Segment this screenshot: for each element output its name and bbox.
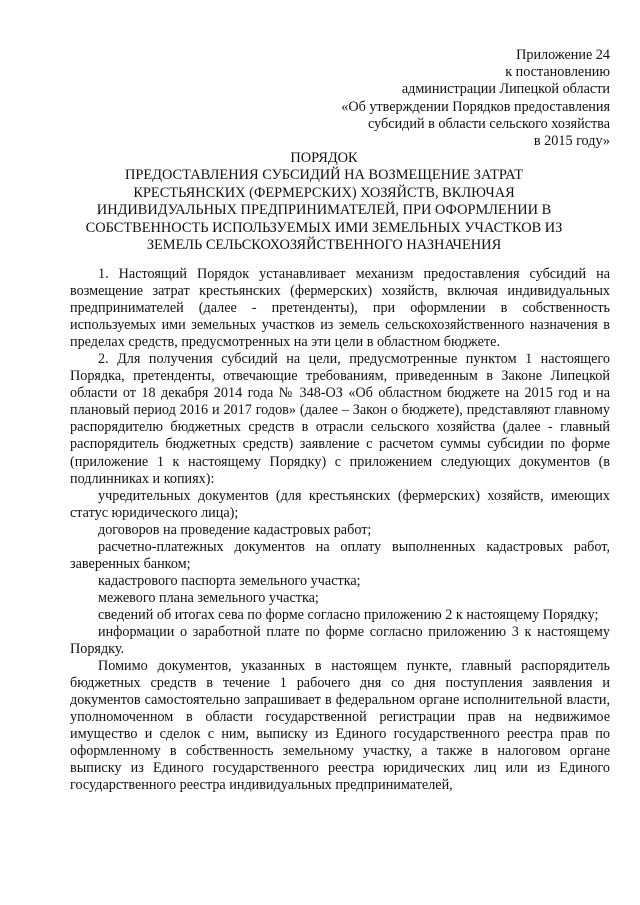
list-item-boundary-plan: межевого плана земельного участка; (98, 589, 319, 606)
list-item-wage-information: информации о заработной плате по форме согласно приложению 3 к настоящему Порядку. (70, 623, 610, 658)
list-item-cadastral-contracts: договоров на проведение кадастровых работ; (98, 521, 372, 538)
list-item-sowing-results: сведений об итогах сева по форме согласно приложению 2 к настоящему Порядку; (98, 606, 599, 623)
paragraph-1: 1. Настоящий Порядок устанавливает механизм предоставления субсидий на возмещение затрат крестьянских (фермерских) хозяйств, включая индивидуальных предпринимателей (далее - претенденты), при оформлении в собственность используемых ими земельных участков из земель сельскохозяйственного назначения в пределах средств, предусмотренных на эти цели в областном бюджете. (70, 266, 610, 351)
document-title (70, 150, 578, 254)
list-item-cadastral-passport: кадастрового паспорта земельного участка; (98, 572, 361, 589)
title-line: ИНДИВИДУАЛЬНЫХ ПРЕДПРИНИМАТЕЛЕЙ, ПРИ ОФОРМЛЕНИИ В (96, 202, 552, 219)
title-line: ПОРЯДОК (290, 150, 358, 166)
title-line: КРЕСТЬЯНСКИХ (ФЕРМЕРСКИХ) ХОЗЯЙСТВ, ВКЛЮЧАЯ (133, 184, 515, 201)
annex-line: к постановлению (505, 64, 610, 81)
annex-header (250, 47, 610, 150)
title-line: ЗЕМЕЛЬ СЕЛЬСКОХОЗЯЙСТВЕННОГО НАЗНАЧЕНИЯ (146, 237, 502, 254)
list-item-payment-documents: расчетно-платежных документов на оплату выполненных кадастровых работ, заверенных банком; (70, 538, 610, 572)
annex-line: Приложение 24 (516, 47, 610, 63)
annex-line: в 2015 году» (533, 133, 610, 150)
annex-line: субсидий в области сельского хозяйства (368, 115, 610, 132)
paragraph-additional-documents: Помимо документов, указанных в настоящем пункте, главный распорядитель бюджетных средств в течение 1 рабочего дня со дня поступления заявления и документов самостоятельно запрашивает в федеральном органе исполнительной власти, уполномоченном в области государственной регистрации прав на недвижимое имущество и сделок с ним, выписку из Единого государственного реестра прав по оформленному в собственность земельному участку, а также в налоговом органе выписку из Единого государственного реестра юридических лиц или из Единого государственного реестра индивидуальных предпринимателей, (70, 658, 610, 794)
title-line: СОБСТВЕННОСТЬ ИСПОЛЬЗУЕМЫХ ИМИ ЗЕМЕЛЬНЫХ УЧАСТКОВ ИЗ (85, 219, 563, 236)
annex-line: администрации Липецкой области (401, 81, 610, 98)
title-line: ПРЕДОСТАВЛЕНИЯ СУБСИДИЙ НА ВОЗМЕЩЕНИЕ ЗАТРАТ (124, 167, 524, 184)
list-item-founding-documents: учредительных документов (для крестьянских (фермерских) хозяйств, имеющих статус юридического лица); (70, 487, 610, 521)
document-body (70, 266, 610, 794)
paragraph-2: 2. Для получения субсидий на цели, предусмотренные пунктом 1 настоящего Порядка, претенденты, отвечающие требованиям, приведенным в Законе Липецкой области от 18 декабря 2014 года № 348-ОЗ «Об областном бюджете на 2015 год и на плановый период 2016 и 2017 годов» (далее – Закон о бюджете), представляют главному распорядителю бюджетных средств в отрасли сельского хозяйства (далее - главный распорядитель бюджетных средств) заявление с расчетом суммы субсидии по форме (приложение 1 к настоящему Порядку) с приложением следующих документов (в подлинниках и копиях): (70, 351, 610, 487)
annex-line: «Об утверждении Порядков предоставления (341, 98, 610, 115)
